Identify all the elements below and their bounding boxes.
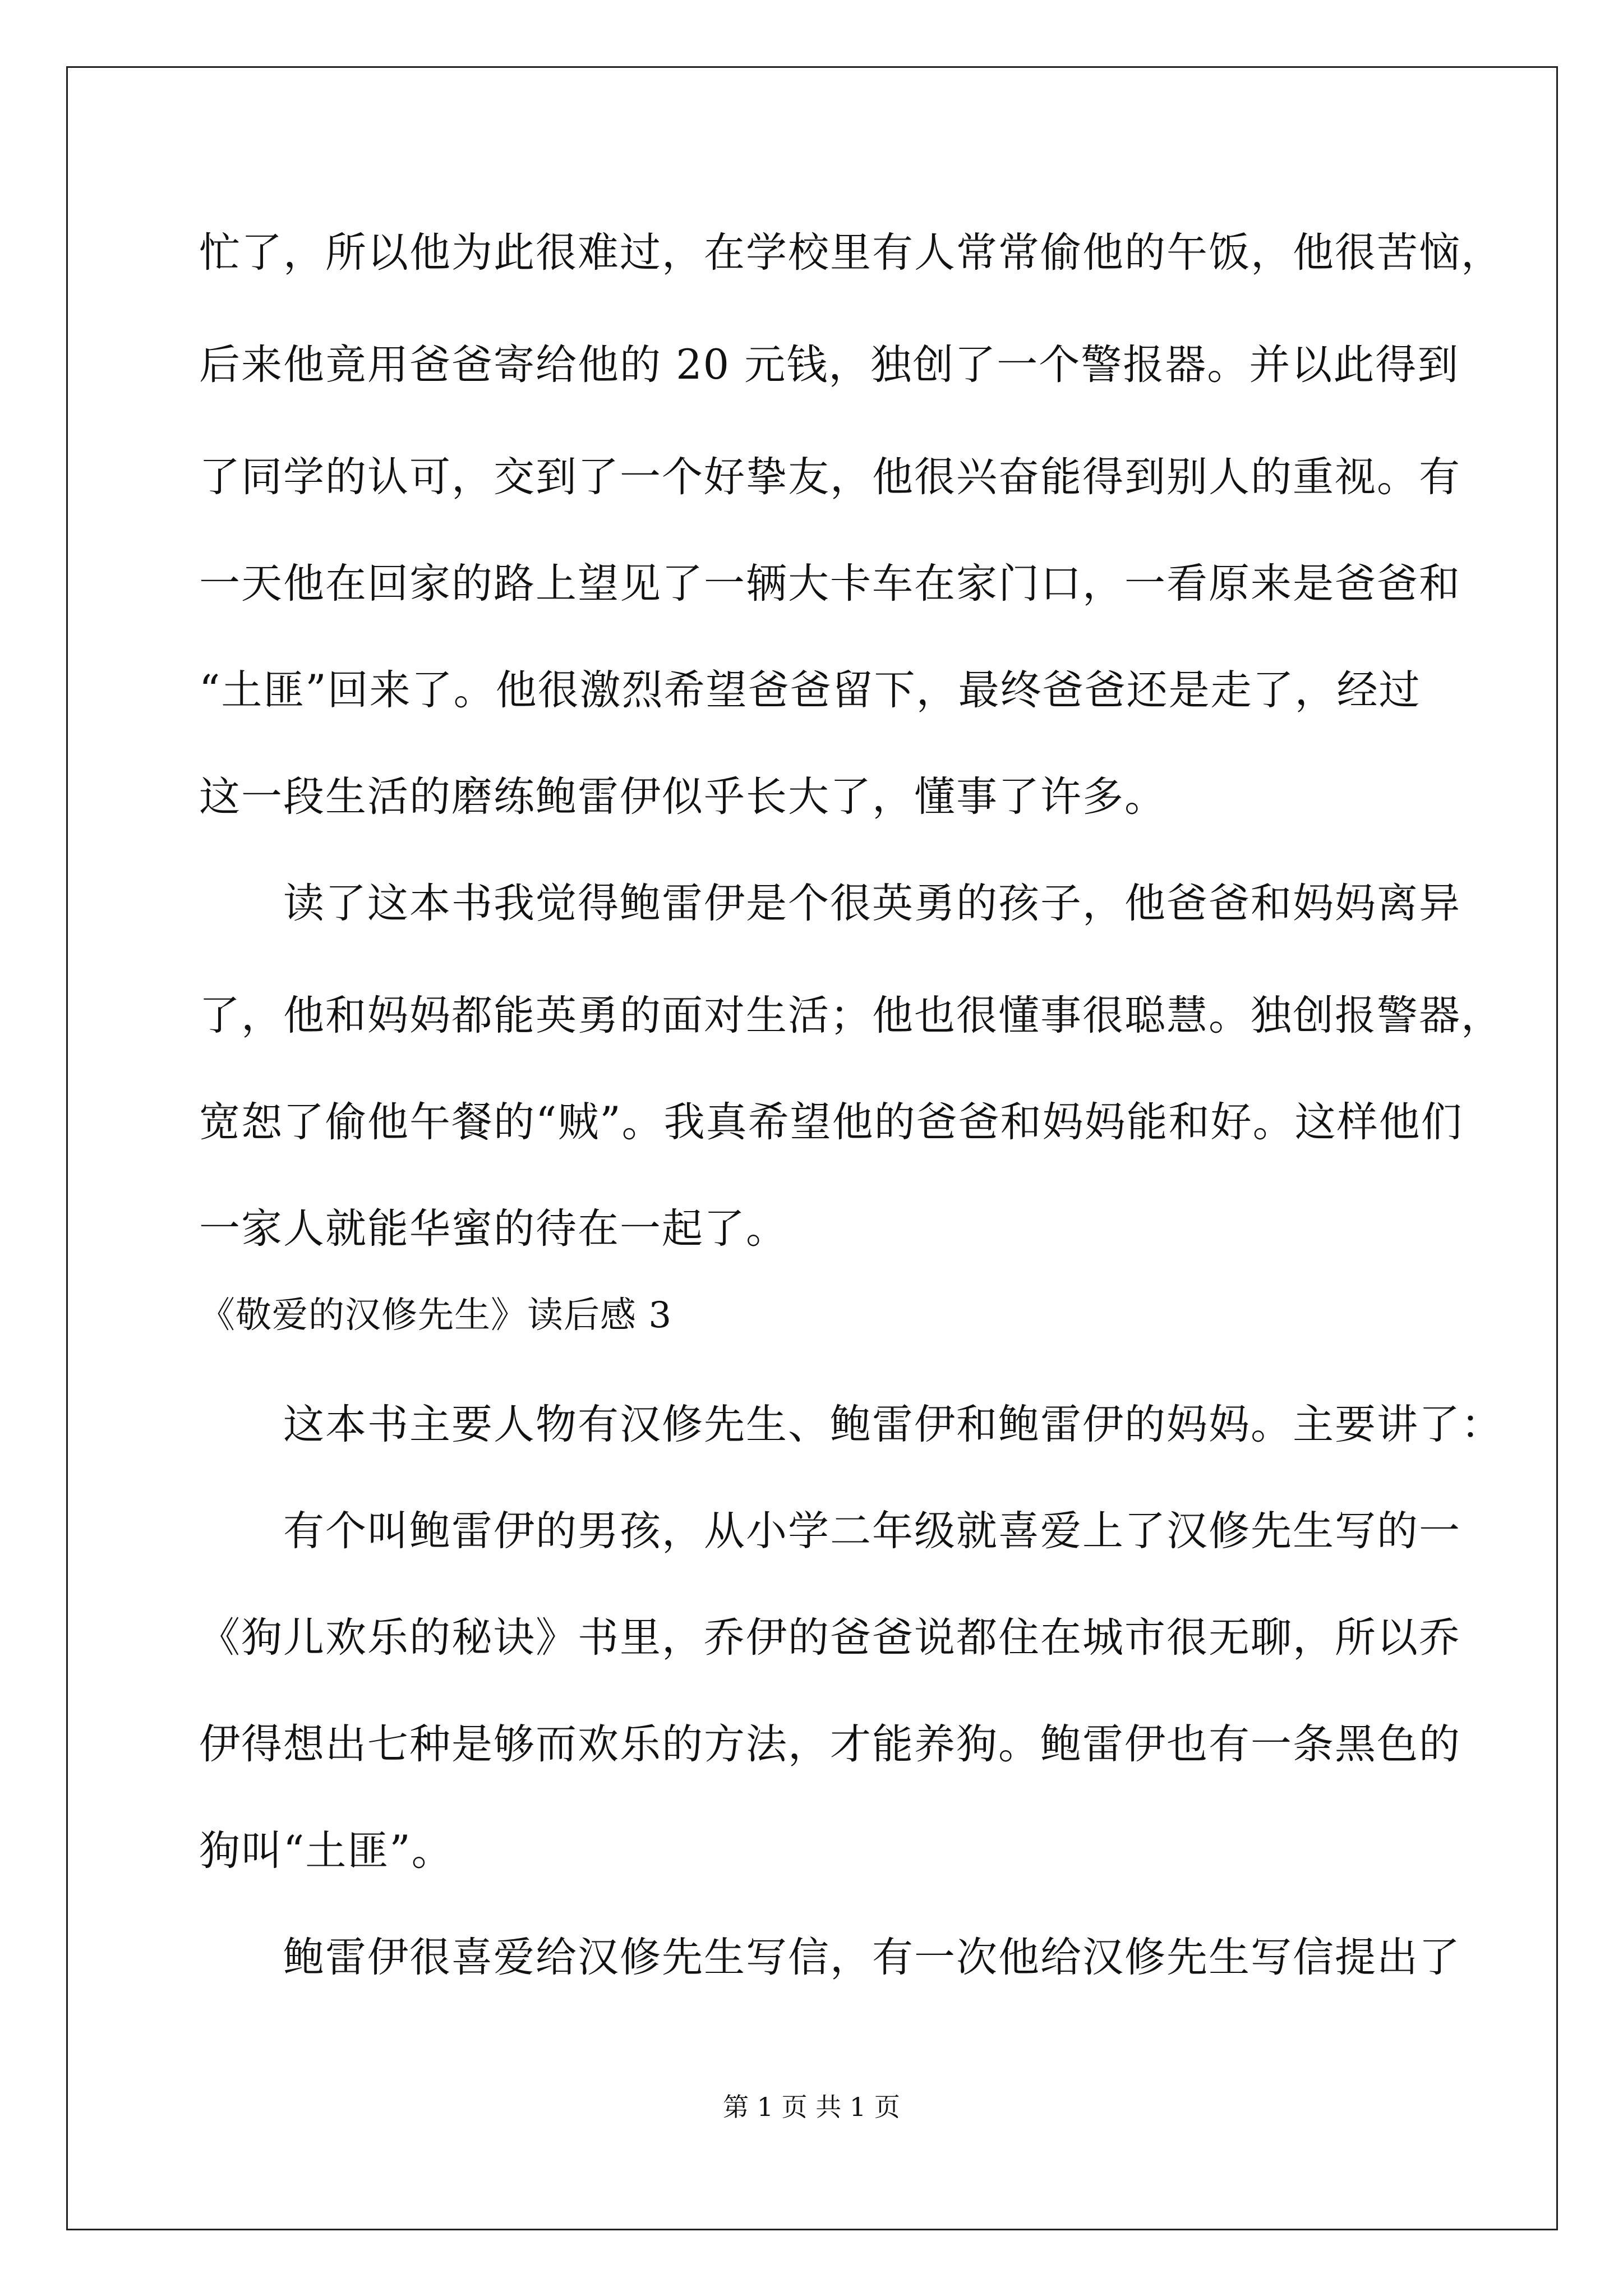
text-line: 宽恕了偷他午餐的“贼”。我真希望他的爸爸和妈妈能和好。这样他们	[199, 1098, 1463, 1146]
text-line: 忙了，所以他为此很难过，在学校里有人常常偷他的午饭，他很苦恼，	[199, 229, 1503, 277]
text-line: 一家人就能华蜜的待在一起了。	[199, 1205, 788, 1253]
text-line: 一天他在回家的路上望见了一辆大卡车在家门口，一看原来是爸爸和	[199, 560, 1461, 608]
text-line: 了同学的认可，交到了一个好挚友，他很兴奋能得到别人的重视。有	[199, 453, 1461, 501]
section-heading: 《敬爱的汉修先生》读后感 3	[199, 1295, 672, 1336]
page-border	[66, 66, 1558, 2230]
text-line: “土匪”回来了。他很激烈希望爸爸留下，最终爸爸还是走了，经过	[199, 666, 1421, 714]
paragraph-start-line: 读了这本书我觉得鲍雷伊是个很英勇的孩子，他爸爸和妈妈离异	[283, 880, 1461, 927]
text-line: 《狗儿欢乐的秘诀》书里，乔伊的爸爸说都住在城市很无聊，所以乔	[199, 1614, 1461, 1662]
paragraph-start-line: 鲍雷伊很喜爱给汉修先生写信，有一次他给汉修先生写信提出了	[283, 1934, 1461, 1981]
page-footer: 第 1 页 共 1 页	[723, 2092, 900, 2122]
text-line: 后来他竟用爸爸寄给他的 20 元钱，独创了一个警报器。并以此得到	[199, 341, 1460, 389]
text-line: 了，他和妈妈都能英勇的面对生活；他也很懂事很聪慧。独创报警器，	[199, 992, 1503, 1039]
text-line: 这一段生活的磨练鲍雷伊似乎长大了，懂事了许多。	[199, 773, 1166, 821]
text-line: 狗叫“土匪”。	[199, 1827, 454, 1875]
text-line: 伊得想出七种是够而欢乐的方法，才能养狗。鲍雷伊也有一条黑色的	[199, 1720, 1461, 1768]
paragraph-start-line: 有个叫鲍雷伊的男孩，从小学二年级就喜爱上了汉修先生写的一	[283, 1507, 1461, 1555]
paragraph-start-line: 这本书主要人物有汉修先生、鲍雷伊和鲍雷伊的妈妈。主要讲了：	[283, 1401, 1503, 1448]
